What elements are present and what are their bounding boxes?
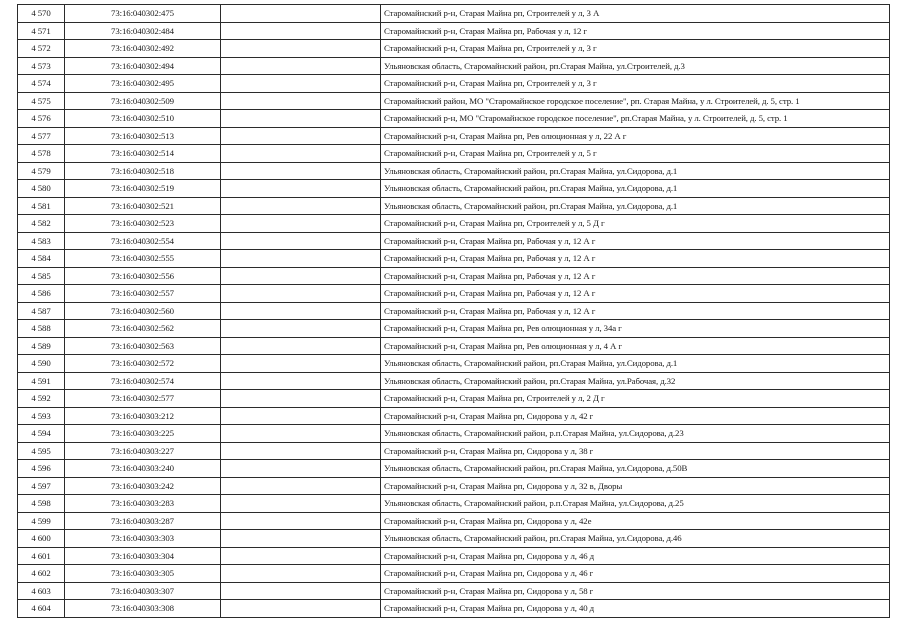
address-cell: Старомайнский р-н, Старая Майна рп, Строителей у л, 5 г — [381, 145, 890, 163]
cadastral-number-cell: 73:16:040302:572 — [65, 355, 221, 373]
cadastral-number-cell: 73:16:040303:240 — [65, 460, 221, 478]
cadastral-number-cell: 73:16:040302:556 — [65, 267, 221, 285]
cadastral-number-cell: 73:16:040302:555 — [65, 250, 221, 268]
empty-cell — [221, 250, 381, 268]
cadastral-number-cell: 73:16:040302:518 — [65, 162, 221, 180]
address-cell: Старомайнский р-н, Старая Майна рп, Рев олюционная у л, 22 А г — [381, 127, 890, 145]
cadastral-number-cell: 73:16:040302:494 — [65, 57, 221, 75]
table-row — [18, 530, 890, 548]
address-cell: Ульяновская область, Старомайнский район, рп.Старая Майна, ул.Рабочая, д.32 — [381, 372, 890, 390]
address-cell: Ульяновская область, Старомайнский район, р.п.Старая Майна, ул.Сидорова, д.23 — [381, 425, 890, 443]
address-cell: Старомайнский р-н, Старая Майна рп, Строителей у л, 3 А — [381, 5, 890, 23]
row-number-cell: 4 601 — [18, 547, 65, 565]
address-cell: Ульяновская область, Старомайнский район, рп.Старая Майна, ул.Сидорова, д.50В — [381, 460, 890, 478]
table-row — [18, 92, 890, 110]
table-row — [18, 355, 890, 373]
address-cell: Старомайнский р-н, Старая Майна рп, Рабочая у л, 12 г — [381, 22, 890, 40]
table-row — [18, 582, 890, 600]
cadastral-number-cell: 73:16:040302:560 — [65, 302, 221, 320]
empty-cell — [221, 355, 381, 373]
empty-cell — [221, 40, 381, 58]
cadastral-number-cell: 73:16:040303:305 — [65, 565, 221, 583]
cadastral-number-cell: 73:16:040302:554 — [65, 232, 221, 250]
empty-cell — [221, 337, 381, 355]
table-row — [18, 127, 890, 145]
table-row — [18, 600, 890, 618]
cadastral-number-cell: 73:16:040302:509 — [65, 92, 221, 110]
empty-cell — [221, 320, 381, 338]
row-number-cell: 4 589 — [18, 337, 65, 355]
row-number-cell: 4 574 — [18, 75, 65, 93]
empty-cell — [221, 495, 381, 513]
row-number-cell: 4 572 — [18, 40, 65, 58]
cadastral-number-cell: 73:16:040303:307 — [65, 582, 221, 600]
cadastral-number-cell: 73:16:040302:475 — [65, 5, 221, 23]
cadastral-number-cell: 73:16:040302:563 — [65, 337, 221, 355]
table-row — [18, 110, 890, 128]
empty-cell — [221, 92, 381, 110]
table-row — [18, 180, 890, 198]
row-number-cell: 4 578 — [18, 145, 65, 163]
empty-cell — [221, 285, 381, 303]
table-row — [18, 512, 890, 530]
row-number-cell: 4 587 — [18, 302, 65, 320]
cadastral-number-cell: 73:16:040302:574 — [65, 372, 221, 390]
empty-cell — [221, 302, 381, 320]
row-number-cell: 4 590 — [18, 355, 65, 373]
table-row — [18, 495, 890, 513]
address-cell: Старомайнский р-н, Старая Майна рп, Строителей у л, 2 Д г — [381, 390, 890, 408]
address-cell: Ульяновская область, Старомайнский район, рп.Старая Майна, ул.Сидорова, д.46 — [381, 530, 890, 548]
table-row — [18, 460, 890, 478]
empty-cell — [221, 145, 381, 163]
empty-cell — [221, 197, 381, 215]
property-register-table — [17, 4, 890, 618]
cadastral-number-cell: 73:16:040302:577 — [65, 390, 221, 408]
table-row — [18, 75, 890, 93]
address-cell: Ульяновская область, Старомайнский район, рп.Старая Майна, ул.Сидорова, д.1 — [381, 197, 890, 215]
cadastral-number-cell: 73:16:040303:242 — [65, 477, 221, 495]
cadastral-number-cell: 73:16:040302:495 — [65, 75, 221, 93]
table-row — [18, 390, 890, 408]
cadastral-number-cell: 73:16:040302:510 — [65, 110, 221, 128]
row-number-cell: 4 596 — [18, 460, 65, 478]
row-number-cell: 4 586 — [18, 285, 65, 303]
table-row — [18, 425, 890, 443]
empty-cell — [221, 512, 381, 530]
empty-cell — [221, 57, 381, 75]
table-row — [18, 372, 890, 390]
table-row — [18, 477, 890, 495]
address-cell: Ульяновская область, Старомайнский район, рп.Старая Майна, ул.Строителей, д.3 — [381, 57, 890, 75]
row-number-cell: 4 570 — [18, 5, 65, 23]
row-number-cell: 4 603 — [18, 582, 65, 600]
address-cell: Старомайнский р-н, Старая Майна рп, Сидорова у л, 42 г — [381, 407, 890, 425]
table-row — [18, 320, 890, 338]
cadastral-number-cell: 73:16:040302:492 — [65, 40, 221, 58]
row-number-cell: 4 602 — [18, 565, 65, 583]
cadastral-number-cell: 73:16:040303:283 — [65, 495, 221, 513]
cadastral-number-cell: 73:16:040302:562 — [65, 320, 221, 338]
cadastral-number-cell: 73:16:040302:513 — [65, 127, 221, 145]
table-row — [18, 302, 890, 320]
table-row — [18, 250, 890, 268]
empty-cell — [221, 460, 381, 478]
table-row — [18, 565, 890, 583]
address-cell: Старомайнский р-н, Старая Майна рп, Сидорова у л, 46 д — [381, 547, 890, 565]
empty-cell — [221, 600, 381, 618]
address-cell: Ульяновская область, Старомайнский район, р.п.Старая Майна, ул.Сидорова, д.25 — [381, 495, 890, 513]
empty-cell — [221, 390, 381, 408]
empty-cell — [221, 372, 381, 390]
cadastral-number-cell: 73:16:040302:521 — [65, 197, 221, 215]
address-cell: Старомайнский р-н, Старая Майна рп, Рабочая у л, 12 А г — [381, 232, 890, 250]
cadastral-number-cell: 73:16:040302:557 — [65, 285, 221, 303]
row-number-cell: 4 591 — [18, 372, 65, 390]
empty-cell — [221, 407, 381, 425]
address-cell: Ульяновская область, Старомайнский район, рп.Старая Майна, ул.Сидорова, д.1 — [381, 355, 890, 373]
empty-cell — [221, 75, 381, 93]
cadastral-number-cell: 73:16:040303:212 — [65, 407, 221, 425]
row-number-cell: 4 593 — [18, 407, 65, 425]
row-number-cell: 4 573 — [18, 57, 65, 75]
table-row — [18, 162, 890, 180]
row-number-cell: 4 577 — [18, 127, 65, 145]
address-cell: Старомайнский р-н, МО "Старомайнское городское поселение", рп.Старая Майна, у л. Строителей, д. 5, стр. 1 — [381, 110, 890, 128]
empty-cell — [221, 110, 381, 128]
row-number-cell: 4 598 — [18, 495, 65, 513]
empty-cell — [221, 477, 381, 495]
cadastral-number-cell: 73:16:040303:287 — [65, 512, 221, 530]
address-cell: Старомайнский р-н, Старая Майна рп, Сидорова у л, 42е — [381, 512, 890, 530]
empty-cell — [221, 22, 381, 40]
row-number-cell: 4 594 — [18, 425, 65, 443]
row-number-cell: 4 575 — [18, 92, 65, 110]
empty-cell — [221, 442, 381, 460]
row-number-cell: 4 588 — [18, 320, 65, 338]
empty-cell — [221, 530, 381, 548]
row-number-cell: 4 592 — [18, 390, 65, 408]
empty-cell — [221, 547, 381, 565]
address-cell: Старомайнский р-н, Старая Майна рп, Рабочая у л, 12 А г — [381, 250, 890, 268]
table-row — [18, 145, 890, 163]
empty-cell — [221, 232, 381, 250]
cadastral-number-cell: 73:16:040302:514 — [65, 145, 221, 163]
address-cell: Старомайнский р-н, Старая Майна рп, Строителей у л, 3 г — [381, 40, 890, 58]
table-row — [18, 5, 890, 23]
address-cell: Старомайнский р-н, Старая Майна рп, Строителей у л, 3 г — [381, 75, 890, 93]
address-cell: Старомайнский р-н, Старая Майна рп, Рев олюционная у л, 34а г — [381, 320, 890, 338]
table-row — [18, 215, 890, 233]
table-row — [18, 22, 890, 40]
row-number-cell: 4 584 — [18, 250, 65, 268]
empty-cell — [221, 127, 381, 145]
table-row — [18, 442, 890, 460]
cadastral-number-cell: 73:16:040303:308 — [65, 600, 221, 618]
cadastral-number-cell: 73:16:040303:227 — [65, 442, 221, 460]
row-number-cell: 4 604 — [18, 600, 65, 618]
address-cell: Старомайнский р-н, Старая Майна рп, Сидорова у л, 46 г — [381, 565, 890, 583]
address-cell: Старомайнский р-н, Старая Майна рп, Сидорова у л, 40 д — [381, 600, 890, 618]
address-cell: Ульяновская область, Старомайнский район, рп.Старая Майна, ул.Сидорова, д.1 — [381, 162, 890, 180]
row-number-cell: 4 597 — [18, 477, 65, 495]
row-number-cell: 4 595 — [18, 442, 65, 460]
empty-cell — [221, 565, 381, 583]
address-cell: Старомайнский р-н, Старая Майна рп, Сидорова у л, 58 г — [381, 582, 890, 600]
address-cell: Старомайнский р-н, Старая Майна рп, Рабочая у л, 12 А г — [381, 267, 890, 285]
empty-cell — [221, 180, 381, 198]
row-number-cell: 4 582 — [18, 215, 65, 233]
table-row — [18, 337, 890, 355]
table-row — [18, 232, 890, 250]
table-row — [18, 285, 890, 303]
table-row — [18, 547, 890, 565]
table-row — [18, 40, 890, 58]
cadastral-number-cell: 73:16:040303:303 — [65, 530, 221, 548]
row-number-cell: 4 580 — [18, 180, 65, 198]
address-cell: Старомайнский р-н, Старая Майна рп, Сидорова у л, 32 в, Дворы — [381, 477, 890, 495]
address-cell: Старомайнский район, МО "Старомайнское городское поселение", рп. Старая Майна, у л. Строителей, д. 5, стр. 1 — [381, 92, 890, 110]
row-number-cell: 4 571 — [18, 22, 65, 40]
cadastral-number-cell: 73:16:040302:523 — [65, 215, 221, 233]
empty-cell — [221, 5, 381, 23]
address-cell: Старомайнский р-н, Старая Майна рп, Строителей у л, 5 Д г — [381, 215, 890, 233]
address-cell: Старомайнский р-н, Старая Майна рп, Сидорова у л, 38 г — [381, 442, 890, 460]
row-number-cell: 4 585 — [18, 267, 65, 285]
empty-cell — [221, 215, 381, 233]
table-row — [18, 197, 890, 215]
row-number-cell: 4 581 — [18, 197, 65, 215]
empty-cell — [221, 267, 381, 285]
table-row — [18, 407, 890, 425]
cadastral-number-cell: 73:16:040303:225 — [65, 425, 221, 443]
cadastral-number-cell: 73:16:040302:484 — [65, 22, 221, 40]
address-cell: Старомайнский р-н, Старая Майна рп, Рев олюционная у л, 4 А г — [381, 337, 890, 355]
row-number-cell: 4 583 — [18, 232, 65, 250]
table-row — [18, 57, 890, 75]
row-number-cell: 4 579 — [18, 162, 65, 180]
register-table-body — [18, 5, 890, 618]
cadastral-number-cell: 73:16:040303:304 — [65, 547, 221, 565]
address-cell: Старомайнский р-н, Старая Майна рп, Рабочая у л, 12 А г — [381, 302, 890, 320]
row-number-cell: 4 600 — [18, 530, 65, 548]
empty-cell — [221, 582, 381, 600]
empty-cell — [221, 425, 381, 443]
cadastral-number-cell: 73:16:040302:519 — [65, 180, 221, 198]
address-cell: Ульяновская область, Старомайнский район, рп.Старая Майна, ул.Сидорова, д.1 — [381, 180, 890, 198]
row-number-cell: 4 599 — [18, 512, 65, 530]
address-cell: Старомайнский р-н, Старая Майна рп, Рабочая у л, 12 А г — [381, 285, 890, 303]
row-number-cell: 4 576 — [18, 110, 65, 128]
empty-cell — [221, 162, 381, 180]
table-row — [18, 267, 890, 285]
